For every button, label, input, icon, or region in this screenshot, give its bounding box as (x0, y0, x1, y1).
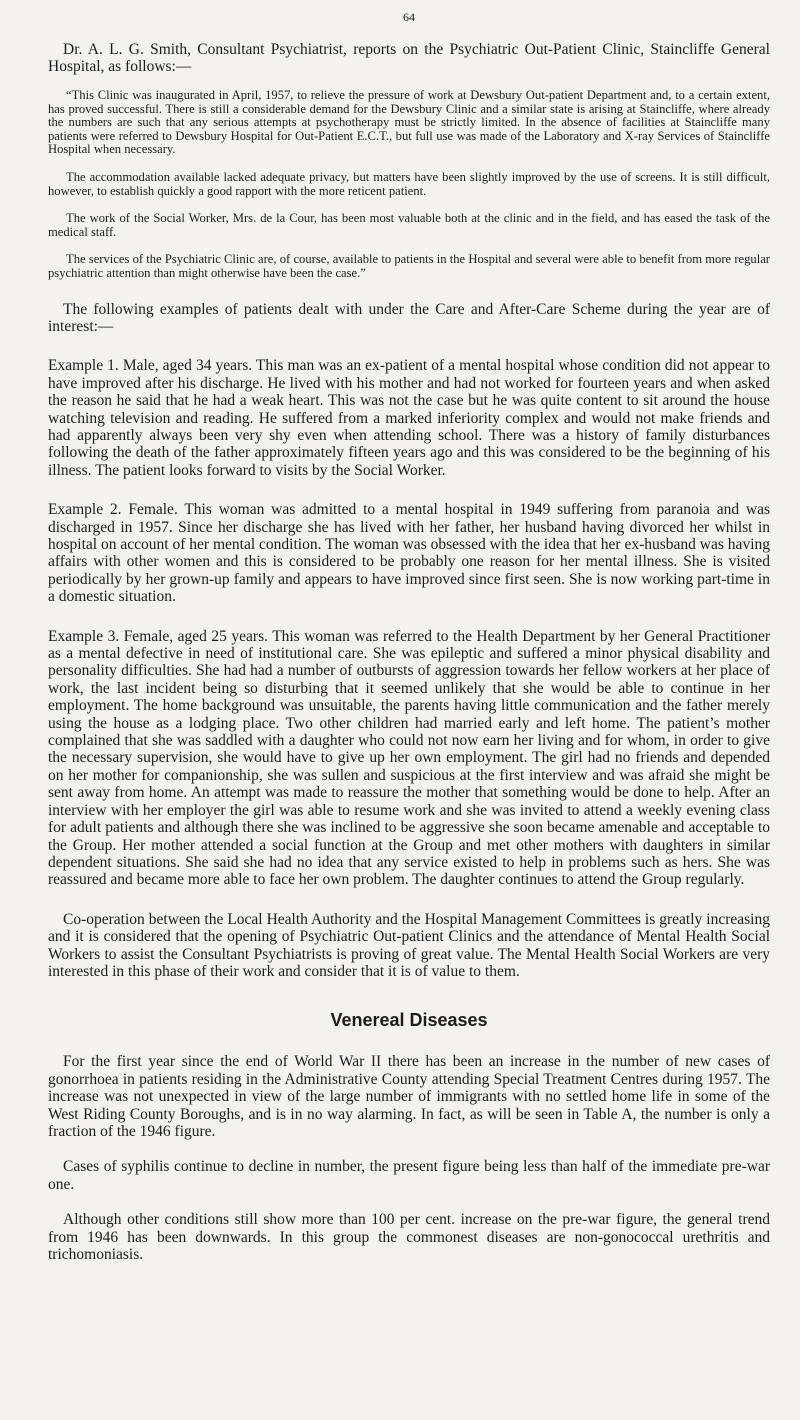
psychiatrist-report-quote (48, 89, 770, 281)
quote-paragraph: The work of the Social Worker, Mrs. de la Cour, has been most valuable both at the clinic and in the field, and has eased the task of the medical staff. (48, 211, 770, 239)
venereal-paragraph: Cases of syphilis continue to decline in number, the present figure being less than half of the immediate pre-war one. (48, 1158, 770, 1193)
quote-paragraph: “This Clinic was inaugurated in April, 1957, to relieve the pressure of work at Dewsbury Out-patient Department and, to a certain extent, has proved successful. There is still a considerable demand for the Dewsbury Clinic and a similar state is arising at Staincliffe, where already the numbers are such that any serious attempts at psychotherapy must be strictly limited. In the absence of facilities at Staincliffe many patients were referred to Dewsbury Hospital for Out-Patient E.C.T., but full use was made of the Laboratory and X-ray Services of Staincliffe Hospital when necessary. (48, 88, 770, 157)
page-number: 64 (403, 10, 415, 24)
venereal-paragraph: Although other conditions still show more than 100 per cent. increase on the pre-war figure, the general trend from 1946 has been downwards. In this group the commonest diseases are non-gonococcal urethritis and trichomoniasis. (48, 1211, 770, 1263)
section-heading-venereal-diseases: Venereal Diseases (330, 1010, 488, 1031)
quote-paragraph: The services of the Psychiatric Clinic are, of course, available to patients in the Hospital and several were able to benefit from more regular psychiatric attention than might otherwise have been the case.” (48, 252, 770, 280)
venereal-paragraph: For the first year since the end of World War II there has been an increase in the number of new cases of gonorrhoea in patients residing in the Administrative County attending Special Treatment Centres during 1957. The increase was not unexpected in view of the large number of immigrants with no settled home life in some of the West Riding County Boroughs, and is in no way alarming. In fact, as will be seen in Table A, the number is only a fraction of the 1946 figure. (48, 1053, 770, 1140)
example-3: Example 3. Female, aged 25 years. This woman was referred to the Health Department by her General Practitioner as a mental defective in need of institutional care. She was epileptic and suffered a minor physical disability and personality difficulties. She had had a number of outbursts of aggression towards her fellow workers at her place of work, the last incident being so disturbing that it seemed unlikely that she would be able to continue in her employment. The home background was unsuitable, the parents having little communication and the father merely using the house as a lodging place. Two other children had married early and left home. The patient’s mother complained that she was saddled with a daughter who could not now earn her living and for whom, in order to give the necessary supervision, she would have to give up her own employment. The girl had no friends and depended on her mother for companionship, she was sullen and suspicious at the first interview and was afraid she might be sent away from home. An attempt was made to reassure the mother that something would be done to help. After an interview with her employer the girl was able to resume work and she was invited to attend a weekly evening class for adult patients and although there she was inclined to be aggressive she soon became amenable and acceptable to the Group. Her mother attended a social function at the Group and met other mothers with daughters in similar dependent situations. She said she had no idea that any service existed to help in problems such as hers. She was reassured and became more able to face her own problem. The daughter continues to attend the Group regularly. (48, 627, 770, 889)
examples-intro: The following examples of patients dealt with under the Care and After-Care Scheme during the year are of interest:— (48, 300, 770, 335)
cooperation-paragraph: Co-operation between the Local Health Authority and the Hospital Management Committees is greatly increasing and it is considered that the opening of Psychiatric Out-patient Clinics and the attendance of Mental Health Social Workers to assist the Consultant Psychiatrists is proving of great value. The Mental Health Social Workers are very interested in this phase of their work and consider that it is of value to them. (48, 910, 770, 980)
report-intro: Dr. A. L. G. Smith, Consultant Psychiatrist, reports on the Psychiatric Out-Patient Clinic, Staincliffe General Hospital, as follows:— (48, 41, 770, 75)
example-1: Example 1. Male, aged 34 years. This man was an ex-patient of a mental hospital whose condition did not appear to have improved after his discharge. He lived with his mother and had not worked for fourteen years and when asked the reason he said that he had a weak heart. This was not the case but he was quite content to sit around the house watching television and reading. He suffered from a marked inferiority complex and would not make friends and had apparently always been very shy even when attending school. There was a history of family disturbances following the death of the father approximately fifteen years ago and this was considered to be the beginning of his illness. The patient looks forward to visits by the Social Worker. (48, 357, 770, 479)
quote-paragraph: The accommodation available lacked adequate privacy, but matters have been slightly improved by the use of screens. It is still difficult, however, to establish quickly a good rapport with the more reticent patient. (48, 169, 770, 198)
example-2: Example 2. Female. This woman was admitted to a mental hospital in 1949 suffering from paranoia and was discharged in 1957. Since her discharge she has lived with her father, her husband having divorced her whilst in hospital on account of her mental condition. The woman was obsessed with the idea that her ex-husband was having affairs with other women and this is considered to be probably one reason for her mental illness. She is visited periodically by her grown-up family and appears to have improved since first seen. She is now working part-time in a domestic situation. (48, 501, 770, 606)
